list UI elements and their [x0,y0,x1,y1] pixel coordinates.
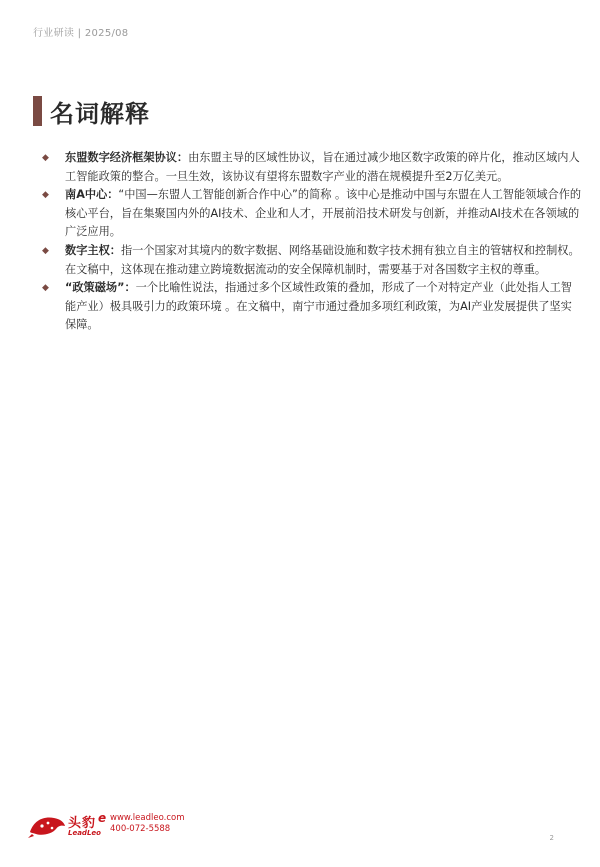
term-description: 一个比喻性说法，指通过多个区域性政策的叠加，形成了一个对特定产业（此处指人工智能产业）极具吸引力的政策环境 。在文稿中，南宁市通过叠加多项红利政策，为AI产业发展提供了坚实保障。 [65,281,572,332]
glossary-item-text [65,149,582,186]
logo-e-mark: e [98,811,107,825]
phone-number: 400-072-5588 [110,824,171,834]
running-header: 行业研读 | 2025/08 [33,28,129,39]
section-heading [33,96,150,126]
page-title: 名词解释 [50,99,150,128]
heading-accent-bar [33,96,42,126]
glossary-item [42,186,582,242]
glossary-item-text [65,186,582,242]
diamond-bullet-icon: ◆ [42,190,49,201]
footer-contact [110,813,184,835]
website-link[interactable]: www.leadleo.com [110,813,185,823]
term-name: 南A中心： [65,188,119,202]
leopard-logo-icon [28,812,66,838]
term-name: 东盟数字经济框架协议： [65,151,189,164]
term-name: “政策磁场”： [65,281,136,295]
glossary-item [42,149,582,186]
diamond-bullet-icon: ◆ [42,153,49,163]
page-number: 2 [549,834,554,842]
term-name: 数字主权： [65,243,121,257]
glossary-item [42,279,582,335]
logo-chinese-text: 头豹 [68,816,97,831]
diamond-bullet-icon: ◆ [42,245,49,256]
term-description: 指一个国家对其境内的数字数据、网络基础设施和数字技术拥有独立自主的管辖权和控制权。在文稿中，这体现在推动建立跨境数据流动的安全保障机制时，需要基于对各国数字主权的尊重。 [65,243,580,276]
glossary-item [42,242,582,279]
diamond-bullet-icon: ◆ [42,283,49,294]
term-description: 由东盟主导的区域性协议，旨在通过减少地区数字政策的碎片化，推动区域内人工智能政策的整合。一旦生效，该协议有望将东盟数字产业的潜在规模提升至2万亿美元。 [65,151,580,183]
term-description: “中国—东盟人工智能创新合作中心”的简称 。该中心是推动中国与东盟在人工智能领域合作的核心平台，旨在集聚国内外的AI技术、企业和人才，开展前沿技术研发与创新，并推动AI技术在各领域的广泛应用。 [65,188,582,239]
logo-english-text: LeadLeo [68,829,101,837]
glossary-item-text [65,242,582,279]
glossary-list [42,149,582,335]
glossary-item-text [65,279,582,335]
